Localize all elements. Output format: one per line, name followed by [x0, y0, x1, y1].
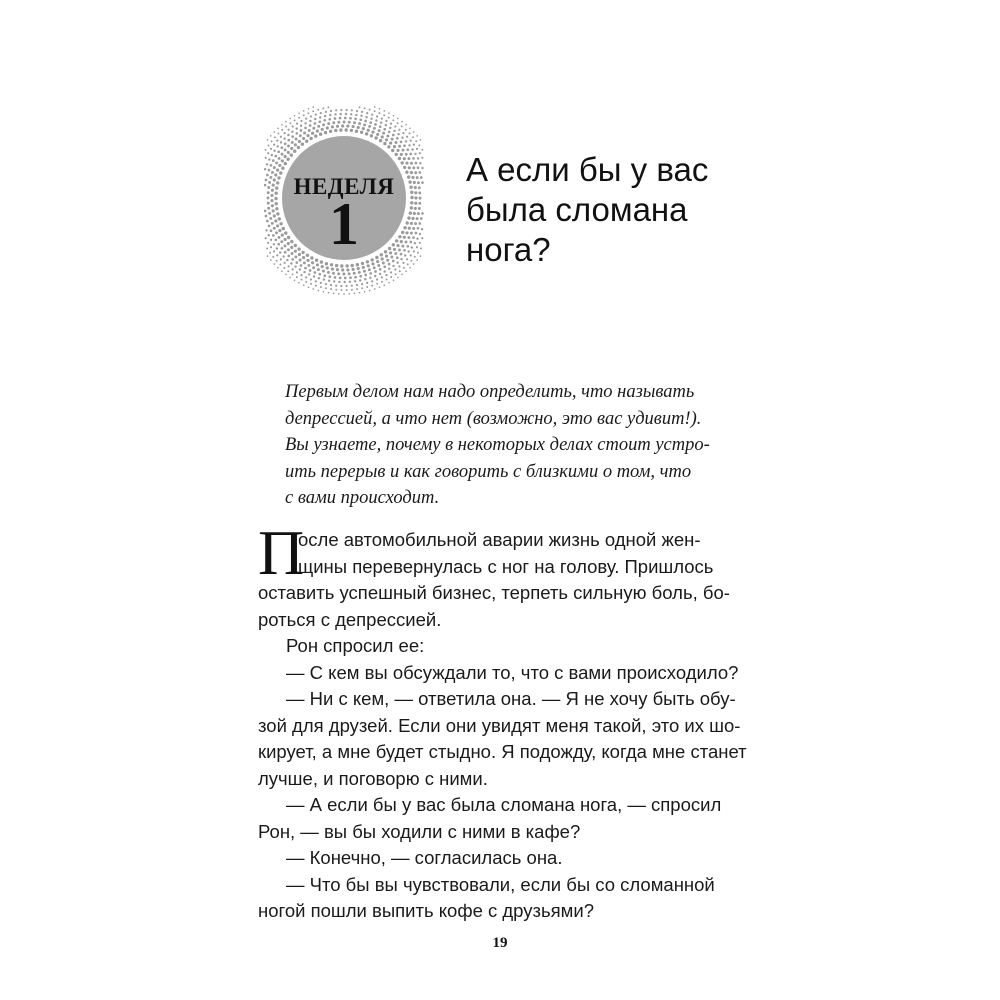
body-line: — С кем вы обсуждали то, что с вами происходило?: [286, 661, 739, 683]
body-line: ногой пошли выпить кофе с друзьями?: [258, 900, 594, 921]
body-line: лучше, и поговорю с ними.: [258, 767, 488, 789]
body-line: — А если бы у вас была сломана нога, — спросил: [286, 794, 722, 815]
body-line: кирует, а мне будет стыдно. Я подожду, когда мне станет: [258, 741, 747, 762]
intro-line: Первым делом нам надо определить, что называть: [285, 382, 695, 402]
chapter-intro: [285, 379, 725, 512]
body-text: [258, 527, 747, 925]
body-line: щины перевернулась с ног на голову. Пришлось: [298, 555, 714, 577]
body-line: оставить успешный бизнес, терпеть сильную боль, бо-: [258, 582, 730, 603]
body-line: — Ни с кем, — ответила она. — Я не хочу быть обу-: [286, 688, 736, 709]
intro-line: ить перерыв и как говорить с близкими о том, что: [285, 461, 692, 482]
body-line: — Что бы вы чувствовали, если бы со сломанной: [286, 873, 715, 895]
chapter-title-line: А если бы у вас: [466, 151, 709, 188]
chapter-title-line: была сломана: [466, 191, 688, 228]
body-line: зой для друзей. Если они увидят меня такой, это их шо-: [258, 714, 741, 736]
page-number: 19: [492, 935, 508, 951]
intro-line: Вы узнаете, почему в некоторых делах стоит устро-: [285, 435, 710, 455]
week-number: 1: [329, 191, 359, 257]
chapter-title: [466, 150, 766, 270]
body-line: роться с депрессией.: [258, 608, 442, 630]
body-line: Рон спросил ее:: [286, 635, 425, 656]
chapter-title-line: нога?: [466, 231, 551, 268]
week-label: НЕДЕЛЯ: [293, 174, 395, 199]
body-line: Рон, — вы бы ходили с ними в кафе?: [258, 820, 581, 842]
week-badge: [264, 106, 424, 302]
intro-line: депрессией, а что нет (возможно, это вас удивит!).: [285, 408, 702, 429]
drop-cap: П: [258, 517, 305, 588]
intro-line: с вами происходит.: [285, 488, 440, 508]
body-line: осле автомобильной аварии жизнь одной жен-: [298, 529, 701, 550]
body-line: — Конечно, — согласилась она.: [286, 847, 563, 868]
